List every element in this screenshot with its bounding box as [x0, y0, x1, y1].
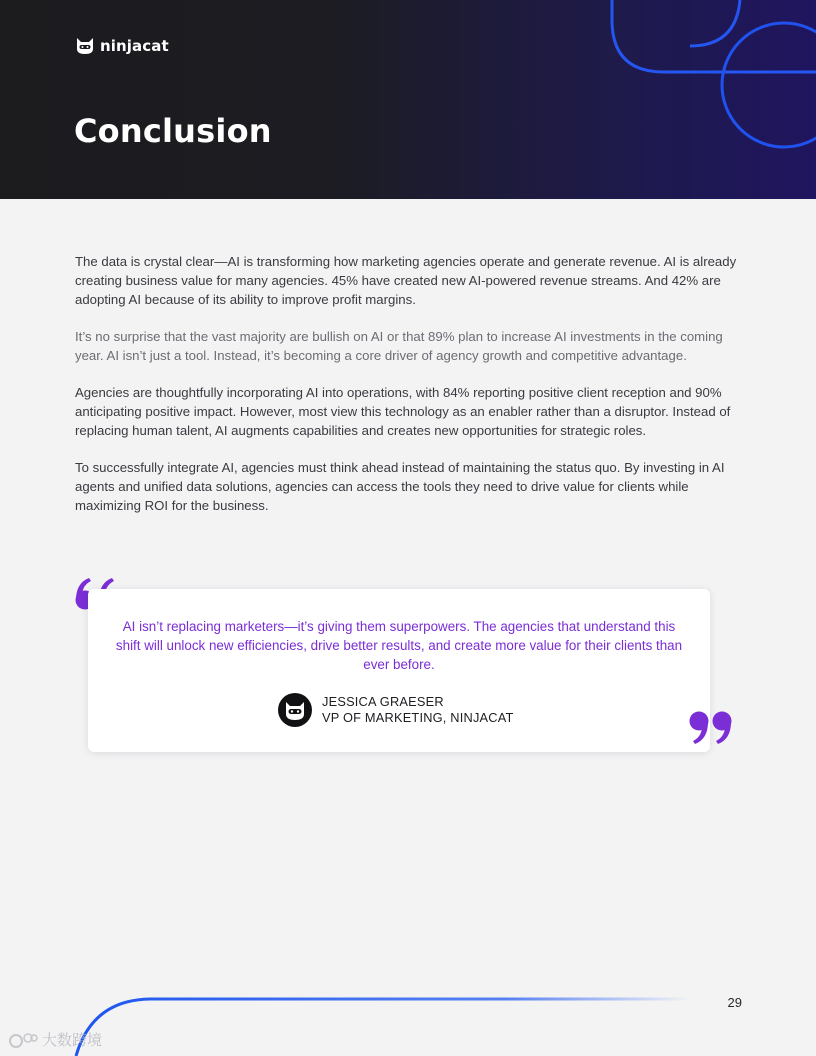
header-decorative-lines — [0, 0, 816, 199]
author-name: JESSICA GRAESER — [322, 694, 444, 709]
watermark-logo-icon — [8, 1031, 38, 1049]
author-role: VP OF MARKETING, NINJACAT — [322, 710, 514, 725]
paragraph-3: Agencies are thoughtfully incorporating AI into operations, with 84% reporting positive client reception and 90% anticipating positive impact. However, most view this technology as an enabler rather than a disruptor. Instead of replacing human talent, AI augments capabilities and creates new opportunities for strategic roles. — [75, 385, 731, 438]
watermark — [8, 1029, 102, 1050]
brand-wordmark: ninjacat — [100, 37, 169, 55]
footer-decorative-line — [0, 960, 816, 1056]
page-title: Conclusion — [74, 112, 272, 150]
ninjacat-logo — [75, 36, 169, 56]
testimonial-attribution — [278, 693, 514, 727]
close-quote-icon — [689, 711, 733, 745]
paragraph-2: It’s no surprise that the vast majority are bullish on AI or that 89% plan to increase AI investments in the coming year. AI isn’t just a tool. Instead, it’s becoming a core driver of agency growth and competitive advantage. — [75, 329, 723, 363]
author-avatar — [278, 693, 312, 727]
watermark-text: 大数跨境 — [42, 1032, 103, 1049]
paragraph-4: To successfully integrate AI, agencies must think ahead instead of maintaining the status quo. By investing in AI agents and unified data solutions, agencies can access the tools they need to drive value for clients while maximizing ROI for the business. — [75, 460, 725, 513]
testimonial-card — [88, 589, 710, 752]
page-number: 29 — [727, 995, 742, 1010]
paragraph-1: The data is crystal clear—AI is transforming how marketing agencies operate and generate revenue. AI is already creating business value for many agencies. 45% have created new AI-powered revenue streams. And 42% are adopting AI because of its ability to improve profit margins. — [75, 254, 737, 307]
body-content — [75, 252, 745, 533]
author-details — [322, 694, 514, 726]
ninjacat-cat-icon — [75, 37, 95, 55]
testimonial-quote: AI isn’t replacing marketers—it’s giving them superpowers. The agencies that understand this shift will unlock new efficiencies, drive better results, and create more value for their clients than ever before. — [115, 619, 683, 672]
page-header — [0, 0, 816, 199]
